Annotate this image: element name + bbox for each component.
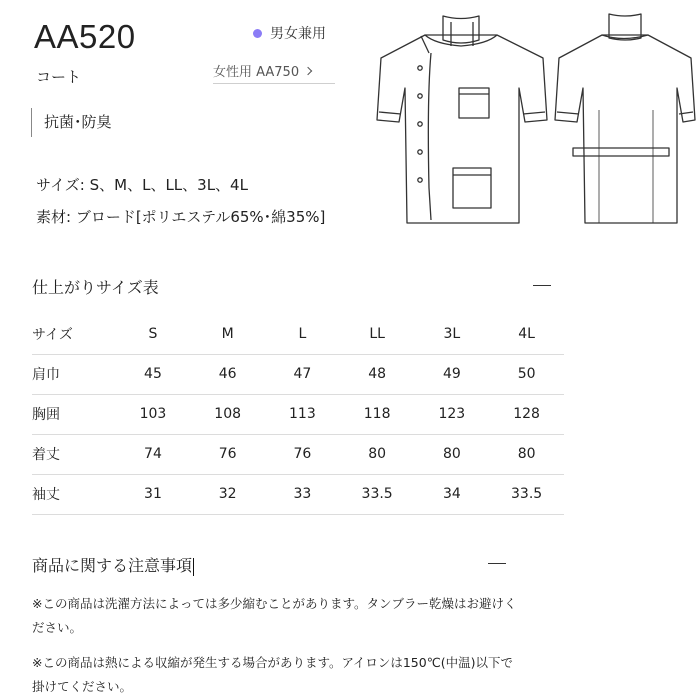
table-cell: 31 [116, 474, 191, 514]
table-cell: 80 [415, 434, 490, 474]
coat-front-view [377, 16, 547, 223]
table-cell: 48 [340, 354, 415, 394]
table-header-row [32, 314, 564, 354]
table-cell: 108 [190, 394, 265, 434]
table-cell: 34 [415, 474, 490, 514]
care-note: ※この商品は洗濯方法によっては多少縮むことがあります。タンブラー乾燥はお避けください。 [32, 596, 517, 635]
unisex-badge [253, 23, 326, 43]
table-cell: 103 [116, 394, 191, 434]
coat-back-view [555, 14, 695, 223]
table-row [32, 474, 564, 514]
table-cell: 47 [265, 354, 340, 394]
table-cell: 49 [415, 354, 490, 394]
table-row [32, 394, 564, 434]
table-cell: 76 [265, 434, 340, 474]
womens-version-label: 女性用 AA750 [213, 65, 300, 80]
column-header: S [116, 314, 191, 354]
feature-tag: 抗菌･防臭 [31, 108, 112, 137]
circle-dot-icon [253, 29, 262, 38]
table-cell: 80 [340, 434, 415, 474]
row-label: 袖丈 [32, 474, 116, 514]
text-cursor [193, 558, 194, 576]
material-info: 素材: ブロード[ポリエステル65%･綿35%] [36, 208, 326, 226]
table-cell: 118 [340, 394, 415, 434]
chevron-right-icon [304, 66, 312, 74]
column-header: 3L [415, 314, 490, 354]
notes-title [32, 553, 194, 576]
table-cell: 74 [116, 434, 191, 474]
table-cell: 50 [489, 354, 564, 394]
minus-icon[interactable] [488, 563, 506, 564]
table-cell: 45 [116, 354, 191, 394]
table-cell: 113 [265, 394, 340, 434]
table-cell: 76 [190, 434, 265, 474]
table-cell: 128 [489, 394, 564, 434]
table-row [32, 354, 564, 394]
table-cell: 46 [190, 354, 265, 394]
table-cell: 80 [489, 434, 564, 474]
table-row [32, 434, 564, 474]
care-note: ※この商品は熱による収縮が発生する場合があります。アイロンは150℃(中温)以下で掛けてください。 [32, 655, 514, 694]
unisex-label: 男女兼用 [270, 26, 326, 42]
column-header: L [265, 314, 340, 354]
coat-illustration [373, 8, 698, 230]
table-cell: 123 [415, 394, 490, 434]
product-category: コート [36, 68, 82, 86]
column-header: LL [340, 314, 415, 354]
table-cell: 33 [265, 474, 340, 514]
womens-version-link[interactable] [213, 61, 335, 84]
row-label: 肩巾 [32, 354, 116, 394]
size-chart-title: 仕上がりサイズ表 [32, 278, 159, 297]
size-chart-table [32, 314, 564, 515]
row-label: 着丈 [32, 434, 116, 474]
column-header: 4L [489, 314, 564, 354]
table-cell: 33.5 [489, 474, 564, 514]
column-header: サイズ [32, 314, 116, 354]
available-sizes: サイズ: S、M、L、LL、3L、4L [36, 176, 248, 194]
column-header: M [190, 314, 265, 354]
product-model: AA520 [34, 18, 136, 55]
minus-icon[interactable] [533, 285, 551, 286]
table-cell: 32 [190, 474, 265, 514]
table-cell: 33.5 [340, 474, 415, 514]
notes-title-text: 商品に関する注意事項 [32, 556, 193, 575]
row-label: 胸囲 [32, 394, 116, 434]
